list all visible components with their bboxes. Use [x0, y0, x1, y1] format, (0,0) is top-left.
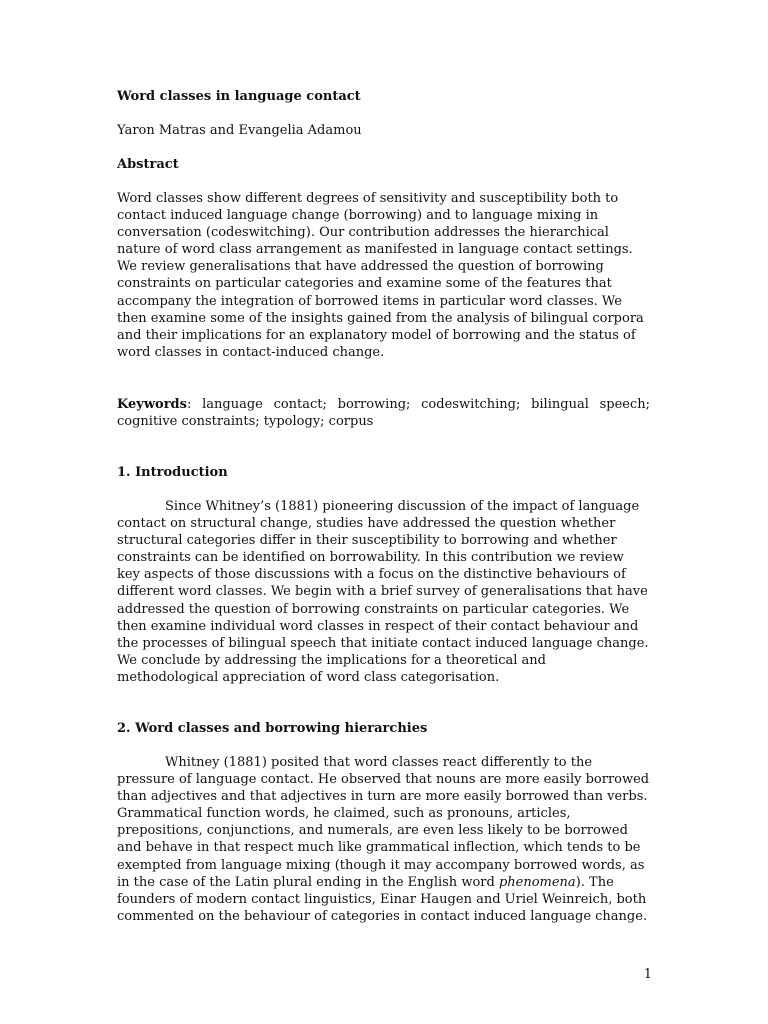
section-body-introduction: Since Whitney’s (1881) pioneering discussion of the impact of language contact on structural change, studies have addressed the question whether structural categories differ in their susceptibility to borrowing and whether constraints can be identified on borrowability. In this contribution we review key aspects of those discussions with a focus on the distinctive behaviours of different word classes. We begin with a brief survey of generalisations that have addressed the question of borrowing constraints on particular categories. We then examine individual word classes in respect of their contact behaviour and the processes of bilingual speech that initiate contact induced language change. We conclude by addressing the implications for a theoretical and methodological appreciation of word class categorisation.: [117, 499, 649, 685]
section-body-borrowing-hierarchies: [117, 754, 650, 925]
section-body-text-part-2: ). The founders of modern contact linguistics, Einar Haugen and Uriel Weinreich, both commented on the behaviour of categories in contact induced language change.: [117, 874, 648, 924]
page-number: 1: [643, 967, 652, 982]
keywords-label: Keywords: [117, 397, 187, 412]
keywords-text: : language contact; borrowing; codeswitching; bilingual speech; cognitive constraints; typology; corpus: [117, 397, 650, 430]
keywords-paragraph: [117, 396, 650, 430]
italic-term: phenomena: [498, 874, 576, 890]
paper-authors: Yaron Matras and Evangelia Adamou: [117, 123, 362, 138]
abstract-text: Word classes show different degrees of sensitivity and susceptibility both to contact induced language change (borrowing) and to language mixing in conversation (codeswitching). Our contribution addresses the hierarchical nature of word class arrangement as manifested in language contact settings. We review generalisations that have addressed the question of borrowing constraints on particular categories and examine some of the features that accompany the integration of borrowed items in particular word classes. We then examine some of the insights gained from the analysis of bilingual corpora and their implications for an explanatory model of borrowing and the status of word classes in contact-induced change.: [117, 191, 644, 360]
section-heading-introduction: 1. Introduction: [117, 465, 228, 480]
abstract-heading: Abstract: [117, 157, 179, 172]
paper-title: Word classes in language contact: [117, 89, 361, 104]
section-body-text-part-1: Whitney (1881) posited that word classes react differently to the pressure of language contact. He observed that nouns are more easily borrowed than adjectives and that adjectives in turn are more easily borrowed than verbs. Grammatical function words, he claimed, such as pronouns, articles, prepositions, conjunctions, and numerals, are even less likely to be borrowed and behave in that respect much like grammatical inflection, which tends to be exempted from language mixing (though it may accompany borrowed words, as in the case of the Latin plural ending in the English word: [117, 755, 650, 890]
section-heading-borrowing-hierarchies: 2. Word classes and borrowing hierarchies: [117, 721, 428, 736]
